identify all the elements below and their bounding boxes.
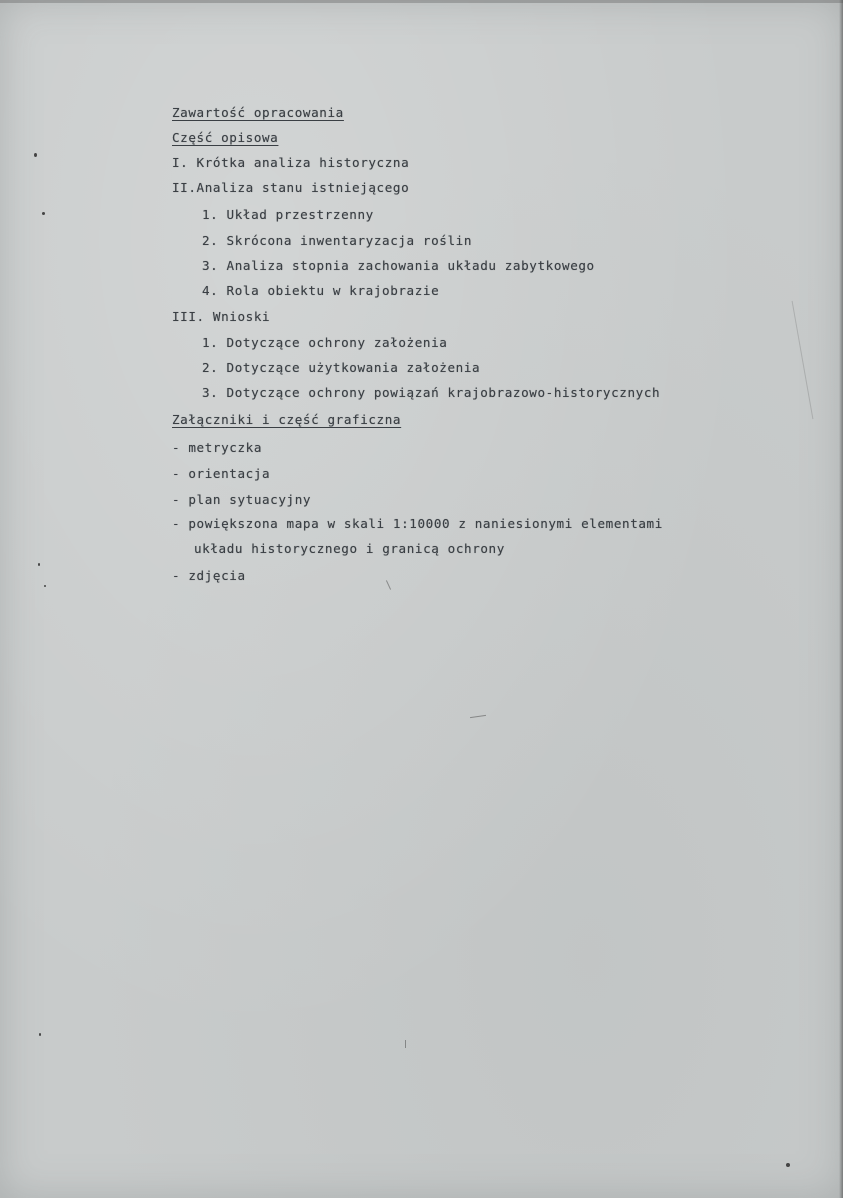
attachment-item: - orientacja [172, 466, 271, 481]
paper-speck [39, 1033, 41, 1036]
attachment-item: - zdjęcia [172, 568, 246, 583]
paper-right-edge [839, 0, 843, 1198]
paper-speck [44, 585, 46, 587]
toc-item: III. Wnioski [172, 309, 271, 324]
paper-speck [42, 212, 45, 215]
section-heading-graphic: Załączniki i część graficzna [172, 412, 402, 427]
toc-subitem: 2. Skrócona inwentaryzacja roślin [202, 233, 473, 248]
paper-speck [34, 153, 37, 157]
paper-hair [386, 580, 391, 589]
attachment-item: - plan sytuacyjny [172, 492, 312, 507]
document-title: Zawartość opracowania [172, 105, 344, 120]
toc-subitem: 1. Układ przestrzenny [202, 207, 374, 222]
toc-subitem: 2. Dotyczące użytkowania założenia [202, 360, 481, 375]
toc-subitem: 3. Dotyczące ochrony powiązań krajobrazowo-historycznych [202, 385, 661, 400]
attachment-item: - powiększona mapa w skali 1:10000 z naniesionymi elementami [172, 516, 663, 531]
toc-subitem: 4. Rola obiektu w krajobrazie [202, 283, 440, 298]
paper-top-edge [0, 0, 843, 3]
attachment-item: - metryczka [172, 440, 263, 455]
paper-speck [38, 563, 40, 566]
paper-hair [405, 1040, 406, 1048]
toc-item: II.Analiza stanu istniejącego [172, 180, 410, 195]
toc-subitem: 1. Dotyczące ochrony założenia [202, 335, 448, 350]
paper-speck [786, 1163, 790, 1167]
toc-subitem: 3. Analiza stopnia zachowania układu zabytkowego [202, 258, 595, 273]
toc-item: I. Krótka analiza historyczna [172, 155, 410, 170]
attachment-item-continuation: układu historycznego i granicą ochrony [194, 541, 505, 556]
paper-hair [470, 715, 486, 718]
section-heading-descriptive: Część opisowa [172, 130, 279, 145]
paper-hair [792, 301, 814, 419]
